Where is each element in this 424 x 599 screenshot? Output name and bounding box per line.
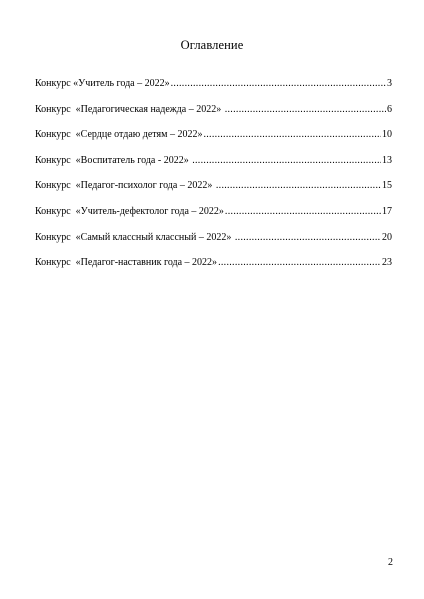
toc-entry-page: 13 bbox=[382, 154, 392, 166]
toc-dot-leader bbox=[216, 179, 381, 192]
toc-dot-leader bbox=[203, 128, 381, 141]
toc-title: Оглавление bbox=[180, 38, 244, 52]
toc-entry-label: Конкурс «Воспитатель года - 2022» bbox=[35, 154, 192, 166]
toc-entry[interactable] bbox=[35, 154, 392, 180]
toc-entry[interactable] bbox=[35, 128, 392, 154]
toc-dot-leader bbox=[218, 256, 381, 269]
toc-dot-leader bbox=[225, 205, 381, 218]
toc-entry-page: 6 bbox=[387, 103, 392, 115]
toc-entry-label: Конкурс «Педагог-наставник года – 2022» bbox=[35, 257, 218, 269]
toc-dot-leader bbox=[235, 231, 381, 244]
toc-entry-label: Конкурс «Сердце отдаю детям – 2022» bbox=[35, 129, 203, 141]
toc-entry[interactable] bbox=[35, 77, 392, 103]
toc-entry-label: Конкурс «Учитель-дефектолог года – 2022» bbox=[35, 205, 224, 217]
toc-entry-label: Конкурс «Учитель года – 2022» bbox=[35, 78, 170, 89]
toc-dot-leader bbox=[171, 77, 386, 90]
toc-dot-leader bbox=[225, 103, 386, 116]
toc-entry[interactable] bbox=[35, 179, 392, 205]
toc-entry-page: 23 bbox=[382, 257, 392, 269]
toc-entry[interactable] bbox=[35, 231, 392, 257]
toc-entry-page: 3 bbox=[387, 78, 392, 89]
toc-entry-page: 15 bbox=[382, 180, 392, 192]
toc-entry-page: 17 bbox=[382, 205, 392, 217]
page-number: 2 bbox=[388, 557, 393, 568]
toc-dot-leader bbox=[192, 154, 381, 167]
toc-entry-label: Конкурс «Самый классный классный – 2022» bbox=[35, 231, 234, 243]
toc-entry[interactable] bbox=[35, 205, 392, 231]
toc-entry-page: 20 bbox=[382, 231, 392, 243]
toc-entry-label: Конкурс «Педагогическая надежда – 2022» bbox=[35, 103, 224, 115]
toc-entry-page: 10 bbox=[382, 129, 392, 141]
toc-entry-label: Конкурс «Педагог-психолог года – 2022» bbox=[35, 180, 215, 192]
toc-entry[interactable] bbox=[35, 256, 392, 282]
toc-entry[interactable] bbox=[35, 103, 392, 129]
table-of-contents bbox=[35, 77, 392, 282]
